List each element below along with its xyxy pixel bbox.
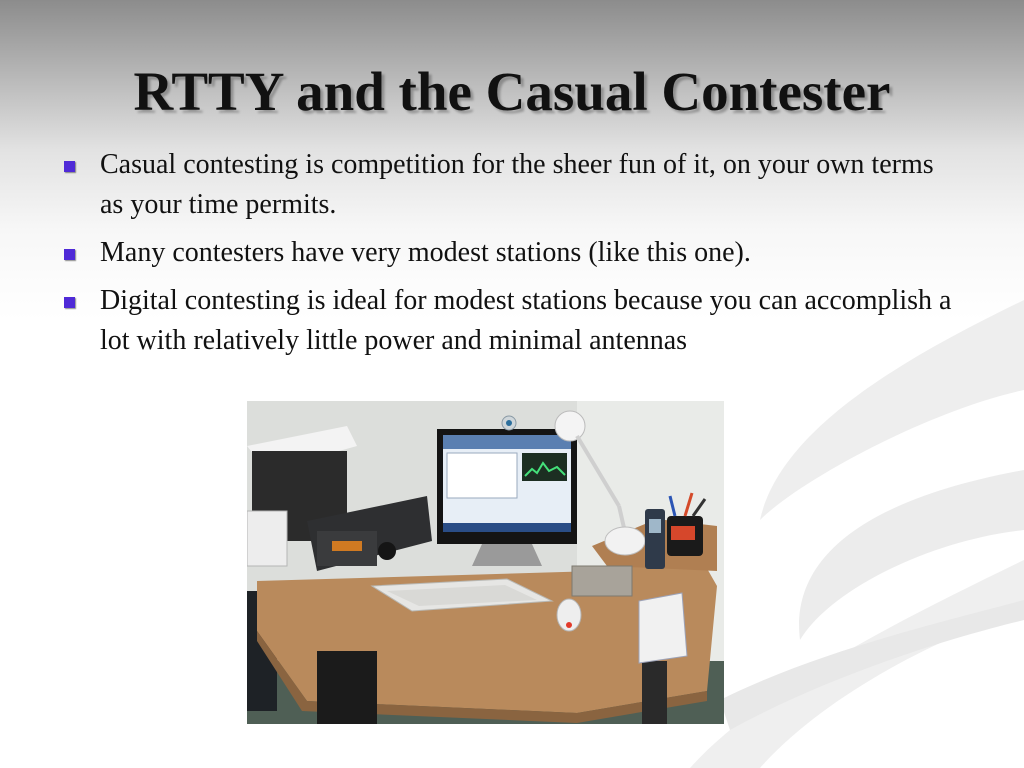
bullet-text: Many contesters have very modest stations (like this one). [100,237,751,268]
station-photo [247,401,724,724]
square-bullet-icon [64,161,75,172]
bullet-item [62,233,962,273]
slide-title: RTTY and the Casual Contester [133,61,891,122]
bullet-item [62,145,962,225]
square-bullet-icon [64,297,75,308]
bullet-list [62,145,962,369]
square-bullet-icon [64,249,75,260]
bullet-text: Digital contesting is ideal for modest stations because you can accomplish a lot with relatively little power and minimal antennas [100,285,952,356]
bullet-item [62,281,962,361]
bullet-text: Casual contesting is competition for the sheer fun of it, on your own terms as your time permits. [100,149,934,220]
